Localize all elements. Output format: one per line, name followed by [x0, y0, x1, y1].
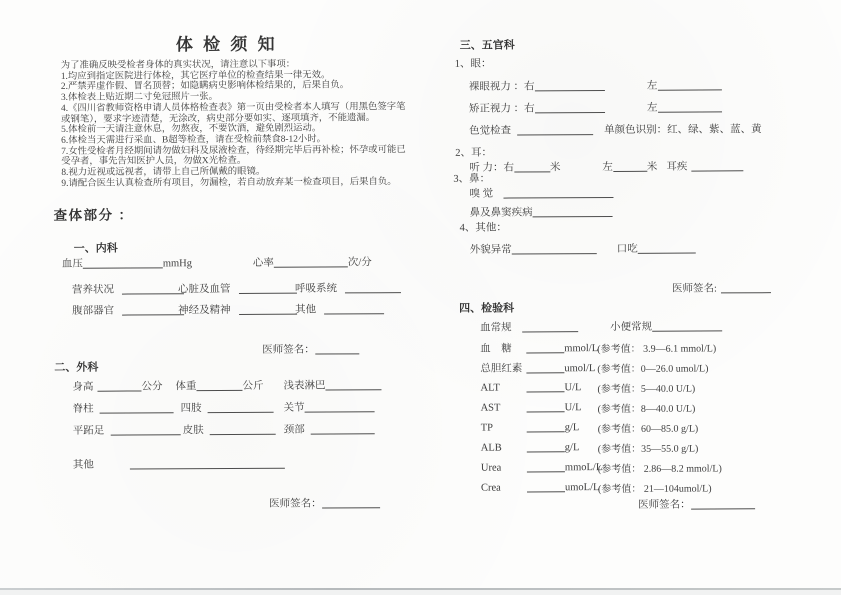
field-respiratory-blank	[345, 281, 401, 293]
internal-sign-row	[262, 341, 359, 357]
alt-blank	[526, 380, 564, 392]
flatfoot-label: 平跖足	[72, 425, 105, 437]
tp-unit: g/L	[564, 422, 580, 434]
lab-sign-label: 医师签名：	[638, 499, 691, 511]
naked-vision-left-row	[647, 77, 722, 92]
lab-row-glucose	[480, 339, 840, 356]
hearing-left-row	[602, 159, 657, 174]
alb-unit: g/L	[564, 442, 580, 454]
color-vision-blank	[517, 123, 593, 135]
lab-row-bilirubin	[480, 359, 840, 376]
heart-rate-blank	[274, 255, 348, 267]
corrected-vision-left-row	[647, 99, 722, 114]
limbs-label: 四肢	[180, 403, 202, 415]
appearance-row	[470, 241, 597, 257]
field-respiratory-label: 呼吸系统	[294, 283, 337, 295]
field-nutrition-label: 营养状况	[71, 284, 114, 296]
naked-vision-right-blank	[534, 79, 604, 91]
nose-heading: 3、鼻：	[453, 173, 491, 185]
field-neuro-psych-label: 神经及精神	[178, 304, 231, 317]
lab-heading: 四、检验科	[459, 302, 515, 315]
limbs-row	[181, 400, 274, 415]
field-internal-other-label: 其他	[295, 304, 317, 316]
glucose-blank	[526, 341, 564, 353]
urea-unit: mmoL/L	[564, 462, 603, 474]
bilirubin-ref: (参考值：0—26.0 umol/L)	[597, 363, 709, 376]
ast-unit: U/L	[564, 402, 582, 414]
notice-item-2: 2.严禁弄虚作假、冒名顶替；如隐瞒病史影响体检结果的，后果自负。	[60, 80, 350, 93]
field-heart-vessel-label: 心脏及血管	[177, 283, 231, 296]
limbs-blank	[208, 401, 274, 413]
glucose-ref: (参考值： 3.9—6.1 mmol/L)	[597, 343, 717, 356]
glucose-unit: mmol/L	[564, 343, 599, 355]
weight-row	[175, 378, 263, 393]
naked-vision-right-row	[469, 78, 605, 94]
ent-sign-row	[672, 280, 771, 296]
lymph-label: 浅表淋巴	[283, 380, 326, 392]
lab-row-alb	[481, 439, 841, 454]
blood-routine-blank	[522, 320, 578, 332]
smell-label: 嗅 觉	[469, 188, 494, 200]
ear-heading: 2、耳：	[455, 147, 493, 159]
urine-routine-blank	[652, 319, 722, 331]
ear-disease-blank	[691, 159, 743, 171]
appearance-label: 外貌异常	[469, 244, 512, 256]
weight-label: 体重	[175, 381, 197, 393]
corrected-vision-left-blank	[657, 100, 721, 112]
urine-routine-row	[610, 318, 722, 334]
alt-label: ALT	[480, 382, 500, 394]
bilirubin-label: 总胆红素	[480, 363, 523, 375]
notice-item-4: 4.《四川省教师资格申请人员体格检查表》第一页由受检者本人填写（用黑色签字笔或钢笔），要求字迹清楚，无涂改，病史部分要如实、逐项填齐，不能遗漏。	[60, 101, 406, 125]
blood-pressure-label: 血压	[61, 258, 83, 270]
surgery-heading: 二、外科	[54, 361, 99, 374]
hearing-right-blank	[514, 160, 550, 172]
crea-label: Crea	[480, 482, 501, 494]
hearing-left-unit: 米	[646, 161, 658, 173]
hearing-right-unit: 米	[549, 162, 561, 174]
lab-row-crea	[481, 479, 841, 494]
alb-label: ALB	[480, 442, 502, 454]
lab-row-tp	[481, 419, 841, 434]
neck-blank	[311, 422, 375, 434]
color-vision-row	[469, 122, 593, 138]
blood-pressure-blank	[83, 256, 163, 268]
height-row	[72, 378, 162, 393]
alb-blank	[527, 440, 565, 452]
hearing-label: 听 力：右	[469, 162, 514, 174]
blood-routine-row	[480, 319, 578, 335]
corrected-vision-left-label: 左	[646, 102, 658, 114]
nose-sinus-row	[470, 204, 613, 220]
field-nutrition	[72, 281, 184, 297]
heart-rate-label: 心率	[252, 257, 274, 269]
field-heart-vessel	[178, 281, 297, 297]
lab-row-urea	[481, 459, 841, 474]
lymph-blank	[325, 378, 381, 390]
crea-blank	[527, 480, 565, 492]
lab-row-alt	[480, 379, 840, 394]
neck-row	[284, 421, 375, 436]
height-blank	[97, 379, 141, 391]
notice-intro: 为了准确反映受检者身体的真实状况，请注意以下事项：	[60, 59, 296, 71]
crea-ref: (参考值： 21—104umol/L)	[597, 483, 712, 496]
hearing-left-label: 左	[602, 161, 613, 174]
stutter-blank	[638, 242, 696, 254]
skin-blank	[210, 423, 276, 435]
glucose-label: 血 糖	[480, 343, 512, 355]
notice-item-7: 7.女性受检者月经期间请勿做妇科及尿液检查，待经期完毕后再补检；怀孕或可能已受孕者，事先告知医护人员，勿做X光检查。	[61, 144, 406, 168]
joints-label: 关节	[283, 402, 305, 414]
ent-heading: 三、五官科	[459, 39, 515, 52]
stutter-label: 口吃	[616, 243, 638, 255]
ent-sign-blank	[721, 281, 771, 293]
urea-label: Urea	[480, 462, 502, 474]
surgery-sign-row	[269, 495, 380, 511]
surgery-sign-blank	[322, 496, 380, 508]
blood-pressure-row	[62, 255, 192, 271]
crea-unit: umoL/L	[564, 482, 600, 494]
field-respiratory	[295, 280, 401, 296]
internal-heading: 一、内科	[73, 242, 118, 255]
ast-ref: (参考值：8—40.0 U/L)	[597, 403, 696, 416]
internal-sign-label: 医师签名：	[262, 344, 315, 356]
tp-label: TP	[480, 422, 493, 434]
notice-item-9: 9.请配合医生认真检查所有项目，勿漏检，若自动放弃某一检查项目，后果自负。	[61, 176, 397, 189]
spine-row	[73, 400, 174, 416]
hearing-left-blank	[613, 160, 647, 172]
weight-unit: 公斤	[242, 380, 264, 392]
lab-sign-blank	[691, 497, 755, 509]
nose-sinus-blank	[533, 205, 613, 217]
blood-routine-label: 血常规	[480, 322, 512, 334]
corrected-vision-right-row	[469, 100, 605, 116]
field-internal-other-blank	[324, 302, 384, 314]
field-abdominal-label: 腹部器官	[72, 305, 115, 317]
ent-sign-label: 医师签名:	[671, 283, 717, 295]
neck-label: 颈部	[283, 424, 305, 436]
tp-ref: (参考值：60—85.0 g/L)	[597, 423, 699, 436]
notice-item-3: 3.体检表上贴近期二寸免冠照片一张。	[60, 92, 219, 103]
page-title: 体 检 须 知	[175, 34, 278, 55]
skin-row	[183, 422, 276, 437]
field-heart-vessel-blank	[238, 282, 296, 294]
urine-routine-label: 小便常规	[610, 321, 653, 334]
lab-sign-row	[638, 496, 755, 512]
eye-heading: 1、眼：	[454, 58, 492, 70]
corrected-vision-right-blank	[535, 101, 605, 113]
field-neuro-psych	[178, 302, 297, 318]
field-nutrition-blank	[122, 282, 184, 294]
field-abdominal-blank	[122, 303, 184, 315]
notice-text	[61, 59, 407, 189]
lab-row-ast	[481, 399, 841, 414]
spine-label: 脊柱	[72, 403, 94, 415]
bilirubin-blank	[526, 361, 564, 373]
ast-label: AST	[480, 402, 501, 414]
heart-rate-row	[253, 254, 372, 270]
skin-label: 皮肤	[182, 425, 204, 437]
naked-vision-label: 裸眼视力 ：右	[468, 81, 535, 93]
flatfoot-row	[73, 422, 181, 438]
smell-row	[469, 185, 613, 201]
color-vision-label: 色觉检查	[469, 125, 512, 137]
naked-vision-left-label: 左	[646, 80, 658, 92]
heart-rate-unit: 次/分	[347, 257, 372, 269]
height-label: 身高	[72, 381, 94, 393]
appearance-blank	[512, 242, 597, 254]
spine-blank	[100, 401, 174, 413]
notice-item-5: 5.体检前一天请注意休息，勿熬夜，不要饮酒，避免剧烈运动。	[61, 123, 322, 136]
weight-blank	[196, 379, 242, 391]
surgery-sign-label: 医师签名：	[269, 498, 322, 510]
corrected-vision-label: 矫正视力 ：右	[468, 103, 535, 115]
blood-pressure-unit: mmHg	[162, 258, 193, 270]
flatfoot-blank	[110, 423, 180, 435]
naked-vision-left-blank	[657, 78, 721, 90]
internal-sign-blank	[315, 342, 359, 354]
notice-item-8: 8.视力近视或远视者，请带上自己所佩戴的眼镜。	[61, 166, 266, 178]
urea-ref: (参考值： 2.86—8.2 mmol/L)	[597, 463, 722, 476]
notice-item-6: 6.体检当天需进行采血、B超等检查，请在受检前禁食8-12小时。	[61, 134, 327, 146]
ear-disease-row	[666, 158, 743, 173]
field-neuro-psych-blank	[239, 303, 297, 315]
color-vision-note: 单颜色识别：红、绿、紫、蓝、黄	[604, 124, 762, 137]
ear-disease-label: 耳疾	[666, 161, 688, 173]
urea-blank	[527, 460, 565, 472]
surgery-other-row	[73, 456, 285, 472]
surgery-other-blank	[130, 457, 285, 470]
surgery-other-label: 其他	[72, 459, 94, 471]
alt-ref: (参考值：5—40.0 U/L)	[597, 383, 696, 396]
field-abdominal	[72, 302, 184, 318]
lymph-row	[283, 377, 381, 393]
smell-blank	[503, 186, 613, 199]
joints-row	[284, 399, 375, 414]
exam-section-heading: 查体部分 ：	[53, 207, 134, 223]
bilirubin-unit: umol/L	[564, 363, 596, 375]
height-unit: 公分	[141, 381, 163, 393]
stutter-row	[617, 241, 696, 256]
alt-unit: U/L	[564, 382, 582, 394]
notice-item-1: 1.均应到指定医院进行体检，其它医疗单位的检查结果一律无效。	[60, 70, 331, 82]
alb-ref: (参考值：35—55.0 g/L)	[597, 443, 699, 456]
nose-sinus-label: 鼻及鼻窦疾病	[469, 207, 533, 219]
joints-blank	[305, 400, 375, 412]
ent-other-heading: 4、其他：	[459, 222, 507, 234]
ast-blank	[527, 400, 565, 412]
field-internal-other	[295, 301, 384, 316]
tp-blank	[527, 420, 565, 432]
